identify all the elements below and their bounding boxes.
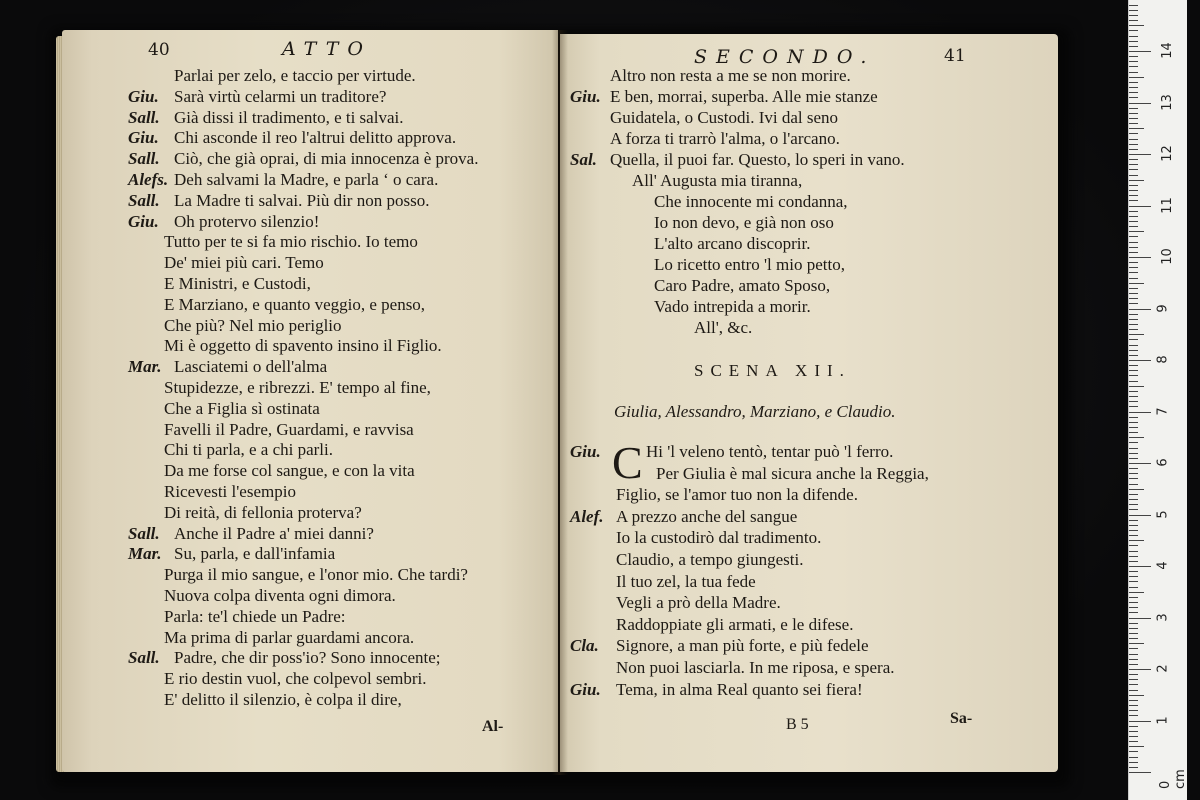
text-line: Vado intrepida a morir. [654,297,811,316]
ruler-number: 10 [1159,248,1175,265]
text-line: Ma prima di parlar guardami ancora. [164,627,415,647]
speaker-label: Sall. [128,107,160,127]
ruler-tick [1129,133,1138,134]
ruler-tick [1129,437,1144,438]
ruler-tick [1129,710,1138,711]
text-line: Nuova colpa diventa ogni dimora. [164,586,396,605]
text-line: A forza ti trarrò l'alma, o l'arcano. [610,129,840,148]
ruler-tick [1129,231,1144,232]
ruler-tick [1129,618,1151,619]
ruler-tick [1129,77,1144,78]
ruler-tick [1129,72,1138,73]
ruler-tick [1129,484,1138,485]
text-line: L'alto arcano discoprir. [654,234,811,253]
ruler-tick [1129,612,1138,613]
ruler-tick [1129,530,1138,531]
text-line: Anche il Padre a' miei danni? [174,523,374,543]
ruler-tick [1129,144,1138,145]
speaker-label: Sal. [570,150,597,169]
signature-mark: B 5 [786,716,809,733]
speaker-label: Mar. [128,544,162,564]
ruler-tick [1129,272,1138,273]
ruler-tick [1129,159,1138,160]
speaker-label: Cla. [570,636,599,656]
ruler-tick [1129,324,1138,325]
ruler-tick [1129,242,1138,243]
text-line: Figlio, se l'amor tuo non la difende. [616,485,858,505]
text-line: Lo ricetto entro 'l mio petto, [654,255,845,274]
text-line: Sarà virtù celarmi un traditore? [174,86,387,106]
ruler-tick [1129,175,1138,176]
ruler-tick [1129,746,1144,747]
text-line: E rio destin vuol, che colpevol sembri. [164,669,427,689]
ruler-number: 13 [1159,93,1175,111]
ruler-tick [1129,566,1151,567]
ruler-tick [1129,169,1138,170]
ruler-tick [1129,515,1151,516]
text-line: Tema, in alma Real quanto sei fiera! [616,679,863,699]
ruler-tick [1129,576,1138,577]
ruler-tick [1129,30,1138,31]
ruler-number: 11 [1159,196,1175,214]
ruler-tick [1129,381,1138,382]
ruler-tick [1129,762,1138,763]
ruler-tick [1129,149,1138,150]
ruler-tick [1129,236,1138,237]
ruler-tick [1129,607,1138,608]
ruler-tick [1129,334,1144,335]
text-line: Raddoppiate gli armati, e le difese. [616,614,854,634]
ruler-tick [1129,97,1138,98]
ruler-tick [1129,551,1138,552]
ruler-tick [1129,61,1138,62]
ruler-tick [1129,200,1138,201]
ruler-tick [1129,628,1138,629]
ruler-tick [1129,303,1138,304]
scene-cast: Giulia, Alessandro, Marziano, e Claudio. [614,402,896,421]
ruler-tick [1129,463,1151,464]
ruler-tick [1129,602,1138,603]
speaker-label: Sall. [128,523,160,543]
right-page-number: 41 [944,46,966,66]
text-line: Padre, che dir poss'io? Sono innocente; [174,648,441,668]
ruler-tick [1129,654,1138,655]
ruler-tick [1129,365,1138,366]
ruler-tick [1129,412,1151,413]
text-line: Favelli il Padre, Guardami, e ravvisa [164,419,414,439]
ruler-number: 8 [1155,355,1171,364]
text-line: Su, parla, e dall'infamia [174,544,336,564]
ruler-tick [1129,504,1138,505]
ruler-tick [1129,103,1151,104]
left-running-head: ATTO [282,38,372,60]
text-line: Oh protervo silenzio! [174,211,320,231]
text-line: Guidatela, o Custodi. Ivi dal seno [610,108,839,127]
ruler-tick [1129,154,1151,155]
ruler-tick [1129,751,1138,752]
text-line: Hi 'l veleno tentò, tentar può 'l ferro. [646,442,894,461]
ruler-tick [1129,206,1151,207]
ruler-tick [1129,473,1138,474]
ruler-tick [1129,355,1138,356]
text-line: E ben, morrai, superba. Alle mie stanze [610,87,878,106]
ruler-tick [1129,664,1138,665]
ruler-tick [1129,56,1138,57]
ruler-tick [1129,20,1138,21]
ruler-tick [1129,185,1138,186]
ruler-tick [1129,66,1138,67]
speaker-label: Giu. [570,679,601,699]
text-line: Tutto per te si fa mio rischio. Io temo [164,232,418,252]
ruler-tick [1129,726,1138,727]
ruler-tick [1129,128,1144,129]
text-line: E Ministri, e Custodi, [164,274,311,293]
ruler-tick [1129,15,1138,16]
ruler-tick [1129,92,1138,93]
ruler-tick [1129,350,1138,351]
ruler-number: 7 [1155,406,1171,416]
ruler-tick [1129,46,1138,47]
ruler-tick [1129,360,1151,361]
text-line: Non puoi lasciarla. In me riposa, e spera. [616,658,895,677]
text-line: Parla: te'l chiede un Padre: [164,606,346,626]
ruler-tick [1129,684,1138,685]
ruler-tick [1129,314,1138,315]
ruler-number: 3 [1155,612,1171,622]
left-catchword: Al- [482,718,504,735]
speaker-label: Mar. [128,357,162,377]
text-line: Quella, il puoi far. Questo, lo speri in vano. [610,150,905,169]
ruler-tick [1129,674,1138,675]
ruler-tick [1129,700,1138,701]
text-line: All', &c. [694,318,753,337]
ruler-tick [1129,721,1151,722]
ruler-tick [1129,427,1138,428]
ruler-tick [1129,288,1138,289]
text-line: All' Augusta mia tiranna, [632,171,803,190]
ruler-number: 14 [1159,42,1175,59]
ruler-tick [1129,623,1138,624]
ruler-number: 5 [1155,509,1171,519]
text-line: Deh salvami la Madre, e parla ‘ o cara. [174,170,439,189]
text-line: Chi ti parla, e a chi parli. [164,440,333,460]
text-line: E Marziano, e quanto veggio, e penso, [164,294,426,314]
ruler-tick [1129,648,1138,649]
right-catchword: Sa- [950,710,973,727]
ruler-tick [1129,432,1138,433]
text-line: Lasciatemi o dell'alma [174,357,328,377]
ruler-tick [1129,216,1138,217]
ruler-tick [1129,180,1144,181]
text-line: Che più? Nel mio periglio [164,315,342,335]
ruler-tick [1129,458,1138,459]
ruler-tick [1129,705,1138,706]
ruler-tick [1129,267,1138,268]
ruler-tick [1129,329,1138,330]
ruler-tick [1129,113,1138,114]
speaker-label: Sall. [128,648,160,668]
ruler-tick [1129,741,1138,742]
text-line: Parlai per zelo, e taccio per virtude. [174,66,416,85]
speaker-label: Giu. [570,87,601,106]
text-line: Chi asconde il reo l'altrui delitto approva. [174,128,457,148]
text-line: Purga il mio sangue, e l'onor mio. Che tardi? [164,565,468,585]
scene-title: SCENA XII. [694,361,851,380]
speaker-label: Giu. [128,86,159,106]
ruler-tick [1129,571,1138,572]
speaker-label: Sall. [128,149,160,169]
ruler-unit-label: 0 cm [1158,769,1188,789]
ruler-tick [1129,715,1138,716]
ruler-tick [1129,339,1138,340]
text-line: Che innocente mi condanna, [654,192,848,211]
ruler-tick [1129,499,1138,500]
ruler-tick [1129,82,1138,83]
ruler-tick [1129,679,1138,680]
ruler-tick [1129,489,1144,490]
ruler-tick [1129,592,1144,593]
speaker-label: Alef. [570,506,604,526]
ruler-number: 2 [1155,664,1171,673]
ruler-tick [1129,36,1138,37]
ruler-tick [1129,478,1138,479]
text-line: E' delitto il silenzio, è colpa il dire, [164,690,402,709]
ruler-tick [1129,370,1138,371]
text-line: La Madre ti salvai. Più dir non posso. [174,190,430,210]
text-line: Stupidezze, e ribrezzi. E' tempo al fine, [164,378,431,397]
text-line: Altro non resta a me se non morire. [610,66,851,85]
ruler-tick [1129,51,1151,52]
ruler-tick [1129,211,1138,212]
ruler-tick [1129,643,1144,644]
ruler-tick [1129,108,1138,109]
left-page [62,30,558,772]
ruler-tick [1129,139,1138,140]
ruler-tick [1129,10,1138,11]
text-line: Che a Figlia sì ostinata [164,398,320,418]
speaker-label: Giu. [570,442,601,461]
ruler-tick [1129,442,1138,443]
ruler-tick [1129,226,1138,227]
ruler-number: 12 [1159,145,1175,162]
right-running-head: SECONDO. [694,46,876,68]
ruler-tick [1129,252,1138,253]
text-line: Da me forse col sangue, e con la vita [164,461,415,481]
ruler-tick [1129,633,1138,634]
text-line: Io non devo, e già non oso [654,213,834,232]
ruler-tick [1129,772,1151,773]
ruler-tick [1129,468,1138,469]
text-line: Claudio, a tempo giungesti. [616,550,804,569]
text-line: Io la custodirò dal tradimento. [616,528,822,548]
ruler-tick [1129,545,1138,546]
ruler-tick [1129,767,1138,768]
speaker-label: Sall. [128,190,160,210]
ruler-tick [1129,283,1144,284]
text-line: Signore, a man più forte, e più fedele [616,636,869,656]
text-line: De' miei più cari. Temo [164,253,324,273]
ruler-tick [1129,293,1138,294]
text-line: Caro Padre, amato Sposo, [654,276,831,295]
text-line: Già dissi il tradimento, e ti salvai. [174,107,404,127]
ruler-tick [1129,520,1138,521]
ruler-tick [1129,309,1151,310]
ruler-tick [1129,25,1144,26]
ruler-tick [1129,262,1138,263]
ruler-tick [1129,494,1138,495]
ruler-tick [1129,736,1138,737]
speaker-label: Alefs. [128,170,169,189]
ruler-number: 9 [1155,303,1171,313]
text-line: Ricevesti l'esempio [164,482,296,501]
ruler-tick [1129,581,1138,582]
ruler-tick [1129,422,1138,423]
ruler-tick [1129,391,1138,392]
ruler-tick [1129,695,1144,696]
ruler-tick [1129,525,1138,526]
ruler-tick [1129,123,1138,124]
measurement-ruler [1128,0,1187,800]
text-line: Vegli a prò della Madre. [616,593,781,613]
ruler-tick [1129,535,1138,536]
book-gutter [552,30,568,775]
ruler-tick [1129,195,1138,196]
text-line: Ciò, che già oprai, di mia innocenza è prova. [174,149,479,169]
drop-cap: C [612,437,643,488]
ruler-tick [1129,375,1138,376]
ruler-tick [1129,118,1138,119]
ruler-tick [1129,247,1138,248]
ruler-tick [1129,638,1138,639]
ruler-tick [1129,453,1138,454]
ruler-tick [1129,731,1138,732]
ruler-tick [1129,540,1144,541]
ruler-tick [1129,257,1151,258]
ruler-tick [1129,386,1144,387]
ruler-tick [1129,659,1138,660]
speaker-label: Giu. [128,211,159,231]
ruler-tick [1129,5,1138,6]
ruler-number: 4 [1155,561,1171,570]
ruler-tick [1129,757,1138,758]
ruler-tick [1129,221,1138,222]
text-line: A prezzo anche del sangue [616,506,798,526]
ruler-tick [1129,41,1138,42]
ruler-tick [1129,690,1138,691]
ruler-tick [1129,278,1138,279]
ruler-tick [1129,298,1138,299]
speaker-label: Giu. [128,128,159,148]
ruler-number: 6 [1155,458,1171,467]
text-line: Per Giulia è mal sicura anche la Reggia, [656,463,929,483]
ruler-tick [1129,345,1138,346]
ruler-tick [1129,417,1138,418]
ruler-tick [1129,164,1138,165]
ruler-tick [1129,561,1138,562]
ruler-tick [1129,401,1138,402]
ruler-tick [1129,509,1138,510]
ruler-tick [1129,669,1151,670]
text-line: Il tuo zel, la tua fede [616,571,756,591]
text-line: Mi è oggetto di spavento insino il Figlio. [164,336,442,356]
ruler-tick [1129,556,1138,557]
ruler-tick [1129,597,1138,598]
ruler-number: 1 [1155,715,1171,725]
ruler-tick [1129,87,1138,88]
ruler-tick [1129,190,1138,191]
ruler-tick [1129,396,1138,397]
ruler-tick [1129,319,1138,320]
ruler-tick [1129,587,1138,588]
left-page-number: 40 [148,40,170,60]
ruler-tick [1129,406,1138,407]
right-page [560,34,1058,772]
text-line: Di reità, di fellonia proterva? [164,502,362,522]
ruler-tick [1129,448,1138,449]
